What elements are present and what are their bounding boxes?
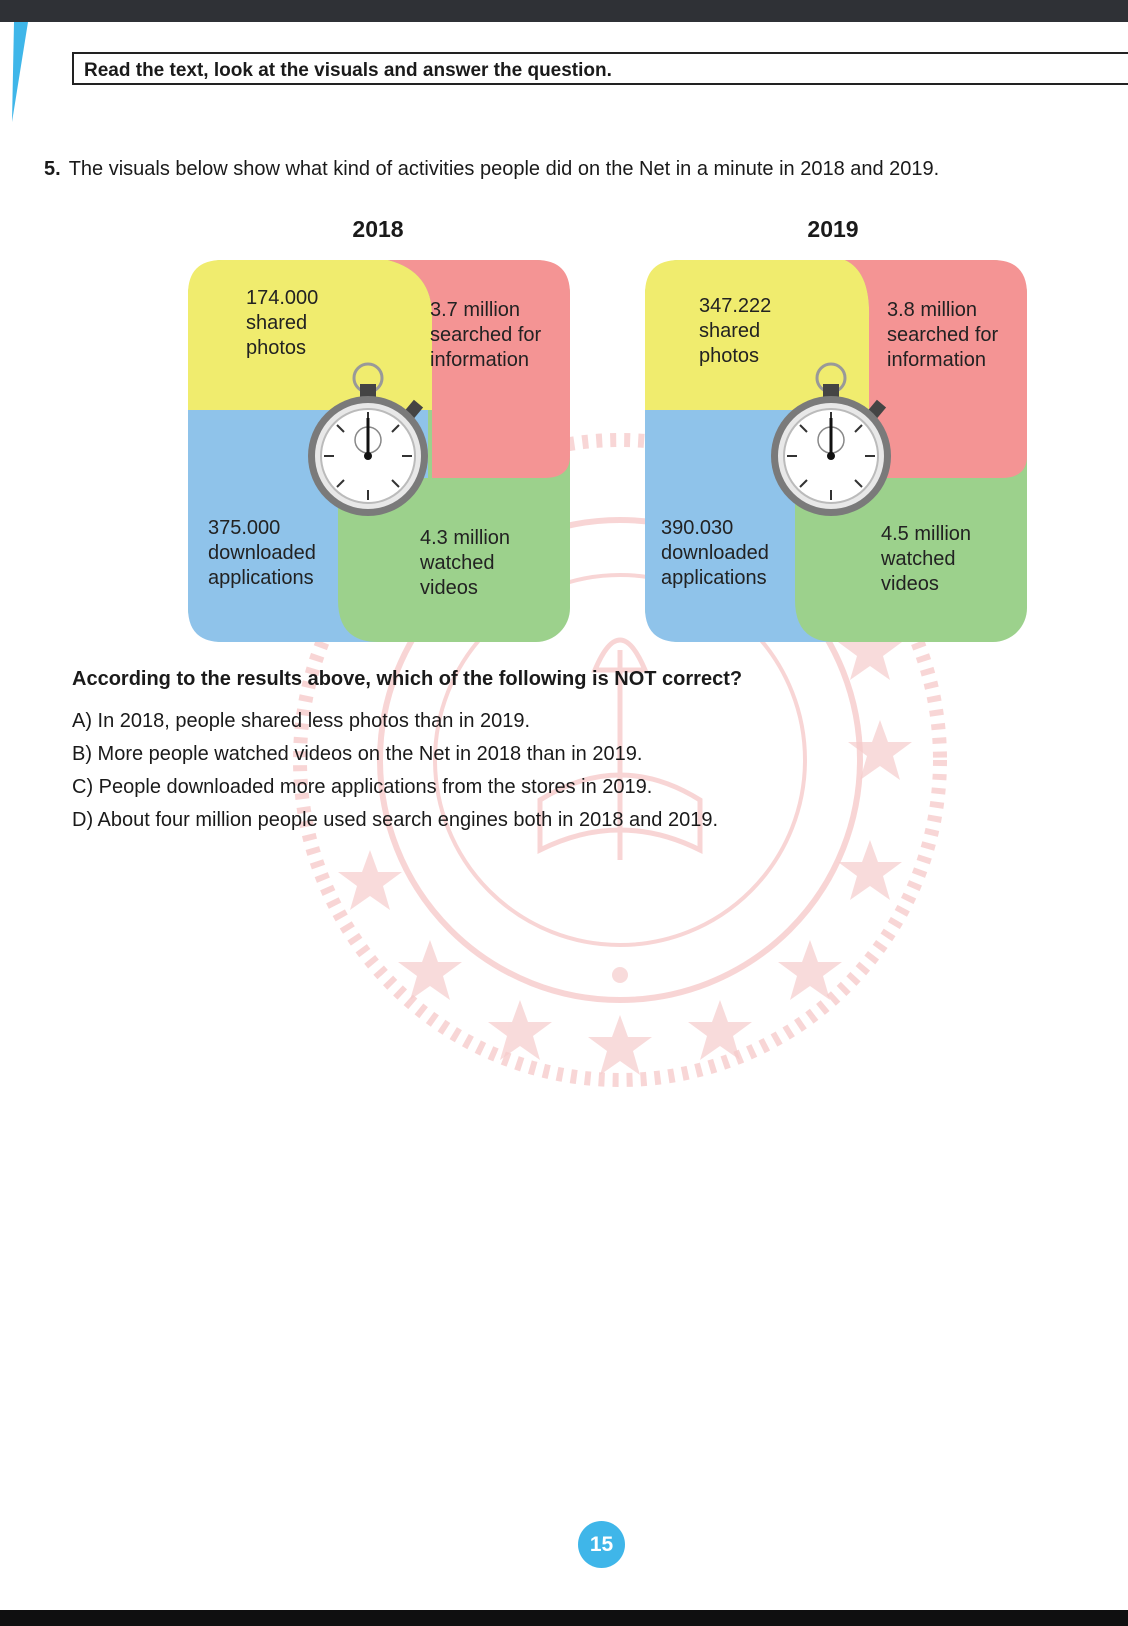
search-label-2018: 3.7 million searched for information (430, 299, 542, 371)
option-c[interactable]: C) People downloaded more applications from the stores in 2019. (72, 776, 653, 798)
page-number-badge: 15 (578, 1521, 625, 1568)
videos-label-2019: 4.5 million watched videos (881, 523, 972, 595)
year-label-2018: 2018 (352, 216, 404, 242)
question-text: The visuals below show what kind of activities people did on the Net in a minute in 2018 and 2019. (68, 158, 940, 180)
photos-label-2018: 174.000 shared photos (246, 287, 319, 359)
photos-label-2019: 347.222 shared photos (699, 295, 772, 367)
apps-label-2019: 390.030 downloaded applications (661, 517, 769, 589)
stopwatch-icon (304, 360, 444, 520)
option-d[interactable]: D) About four million people used search engines both in 2018 and 2019. (72, 809, 719, 831)
question-number: 5. (44, 158, 61, 180)
year-label-2019: 2019 (807, 216, 859, 242)
sub-question: According to the results above, which of the following is NOT correct? (72, 668, 743, 690)
viewer-top-bar (0, 0, 1128, 22)
apps-label-2018: 375.000 downloaded applications (208, 517, 316, 589)
option-b[interactable]: B) More people watched videos on the Net in 2018 than in 2019. (72, 743, 643, 765)
instruction-text: Read the text, look at the visuals and answer the question. (84, 60, 612, 81)
visual-2018 (188, 260, 570, 642)
stopwatch-icon (767, 360, 907, 520)
answer-options (72, 710, 718, 842)
search-label-2019: 3.8 million searched for information (887, 299, 999, 371)
corner-accent-shape (8, 22, 28, 122)
visual-2019 (645, 260, 1027, 642)
option-a[interactable]: A) In 2018, people shared less photos than in 2019. (72, 710, 531, 732)
viewer-bottom-bar (0, 1610, 1128, 1626)
question-5 (44, 158, 939, 181)
instruction-box (72, 52, 1128, 85)
videos-label-2018: 4.3 million watched videos (420, 527, 511, 599)
